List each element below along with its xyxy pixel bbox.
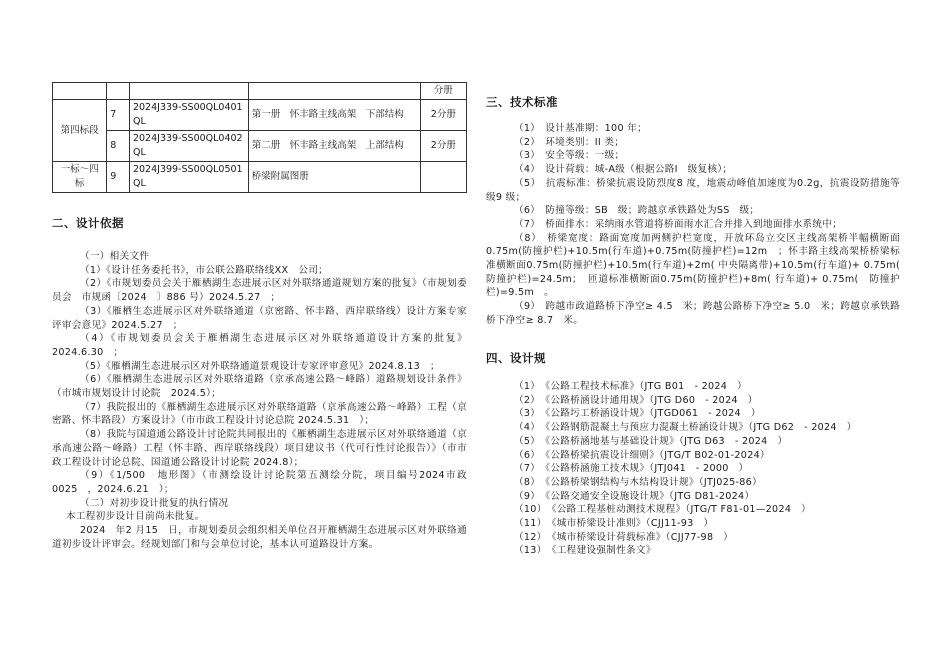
list-item: （7） 《公路桥涵施工技术规》（JTJ041 - 2000 ） <box>514 463 749 475</box>
section-heading-tech-standards: 三、技术标准 <box>486 95 558 109</box>
drawing-index-table <box>52 82 467 193</box>
list-item: （2） 《公路桥涵设计通用规》（JTG D60 - 2024 ） <box>514 394 758 406</box>
design-basis-body: （一）相关文件 （1）《设计任务委托书》，市公联公路联络线XX 公司； （2）《市规划委员会关于雁栖湖生态进展示区对外联络通道规划方案的批复》（市规划委员会 市规函〔2024 〕886 号）2024.5.27 ； （3）《雁栖生态进展示区对外联络通道（京密路、怀丰路、西岸联络线）设计方案专家评审会意见》2024.5.27 ； （4）《市规划委员会关于雁栖湖生态进展示区对外联络通道设计方案的批复》2024.6.30 ； （5）《雁栖湖生态进展示区对外联络通道景观设计专家评审意见》2024.8.13 ； （6）《雁栖湖生态进展示区对外联络道路（京承高速公路～峰路）道路规划设计条件》（市城市规划设计讨论院 2024.5）； （7）我院报出的《雁栖湖生态进展示区对外联络道路（京承高速公路～峰路）工程（京密路、怀丰路段）方案设计》（市市政工程设计讨论总院 2024.5.31 ）； （8）我院与国道通公路设计讨论院共同报出的《雁栖湖生态进展示区对外联络通道（京承高速公路～峰路）工程（怀丰路、西岸联络线段）项目建议书（代可行性讨论报告）》（市市政工程设计讨论总院、国道通公路设计讨论院 2024.8）； （9）《1/500 地形图》（市测绘设计讨论院第五测绘分院，项目编号2024市政0025 ，2024.6.21 ）； （二）对初步设计批复的执行情况 本工程初步设计目前尚未批复。 2024 年2 月15 日，市规划委员会组织相关单位召开雁栖湖生态进展示区对外联络通道初步设计评审会。经规划部门和与会单位讨论，基本认可道路设计方案。 <box>52 251 467 550</box>
list-item: （6） 《公路桥梁抗震设计细则》（JTG/T B02-01-2024） <box>514 449 770 461</box>
section-heading-design-basis: 二、设计依据 <box>52 216 124 230</box>
list-item: （8） 《公路桥梁钢结构与木结构设计规》（JTJ025-86） <box>514 476 762 488</box>
tech-standards-body: （1） 设计基准期：100 年； （2） 环境类别：II 类； （3） 安全等级：一级； （4） 设计荷载：城-A级（根据公路I 级复核）； （5） 抗震标准：桥梁抗震设防烈度8 度，地震动峰值加速度为0.2g，抗震设防措施等级9 级； （6） 防撞等级：SB 级；跨越京承铁路处为SS 级； （7） 桥面排水：采纳雨水管道将桥面雨水汇合并排入到地面排水系统中； （8） 桥梁宽度：路面宽度加两侧护栏宽度，开放环岛立交区主线高架桥半幅横断面0.75m(防撞护栏)+10.5m(行车道)+0.75m(防撞护栏)=12m ；怀丰路主线高架桥桥梁标准横断面0.75m(防撞护栏)+10.5m(行车道)+2m( 中央隔离带)+10.5m(行车道)+ 0.75m( 防撞护栏)=24.5m； 匝道标准横断面0.75m(防撞护栏)+8m( 行车道)+ 0.75m( 防撞护栏)=9.5m 。 （9） 跨越市政道路桥下净空≥ 4.5 米；跨越公路桥下净空≥ 5.0 米；跨越京承铁路桥下净空≥ 8.7 米。 <box>486 123 910 326</box>
table-row: 8 2024J339-SS00QL0402QL 第二册 怀丰路主线高架 上部结构 2分册 <box>53 131 467 162</box>
list-item: （10） 《公路工程基桩动测技术规程》（JTG/T F81-01—2024 ） <box>514 504 812 516</box>
list-item: （5） 《公路桥涵地基与基础设计规》（JTG D63 - 2024 ） <box>514 435 788 447</box>
list-item: （12） 《城市桥梁设计荷载标准》（CJJ77-98 ） <box>514 531 734 543</box>
group-label: 第四标段 <box>53 100 107 162</box>
list-item: （1） 《公路工程技术标准》（JTG B01 - 2024 ） <box>514 381 747 392</box>
list-item: （4） 《公路钢筋混凝土与预应力混凝土桥涵设计规》（JTG D62 - 2024 ） <box>514 422 857 434</box>
list-item: （9） 《公路交通安全设施设计规》（JTG D81-2024） <box>514 490 755 502</box>
list-item: （13） 《工程建设强制性条文》 <box>514 545 656 557</box>
list-item: （3） 《公路圬工桥涵设计规》（JTGD061 - 2024 ） <box>514 408 761 420</box>
group-label: 一标～四标 <box>53 162 107 193</box>
section-heading-design-codes: 四、设计规 <box>486 351 546 365</box>
table-row: 一标～四标 9 2024J399-SS00QL0501QL 桥梁附属图册 <box>53 162 467 193</box>
design-codes-list <box>486 380 900 558</box>
list-item: （11） 《城市桥梁设计准则》（CJJ11-93 ） <box>514 518 714 530</box>
table-row: 第四标段 7 2024J339-SS00QL0401QL 第一册 怀丰路主线高架 下部结构 2分册 <box>53 100 467 131</box>
table-row: 分册 <box>53 83 467 100</box>
